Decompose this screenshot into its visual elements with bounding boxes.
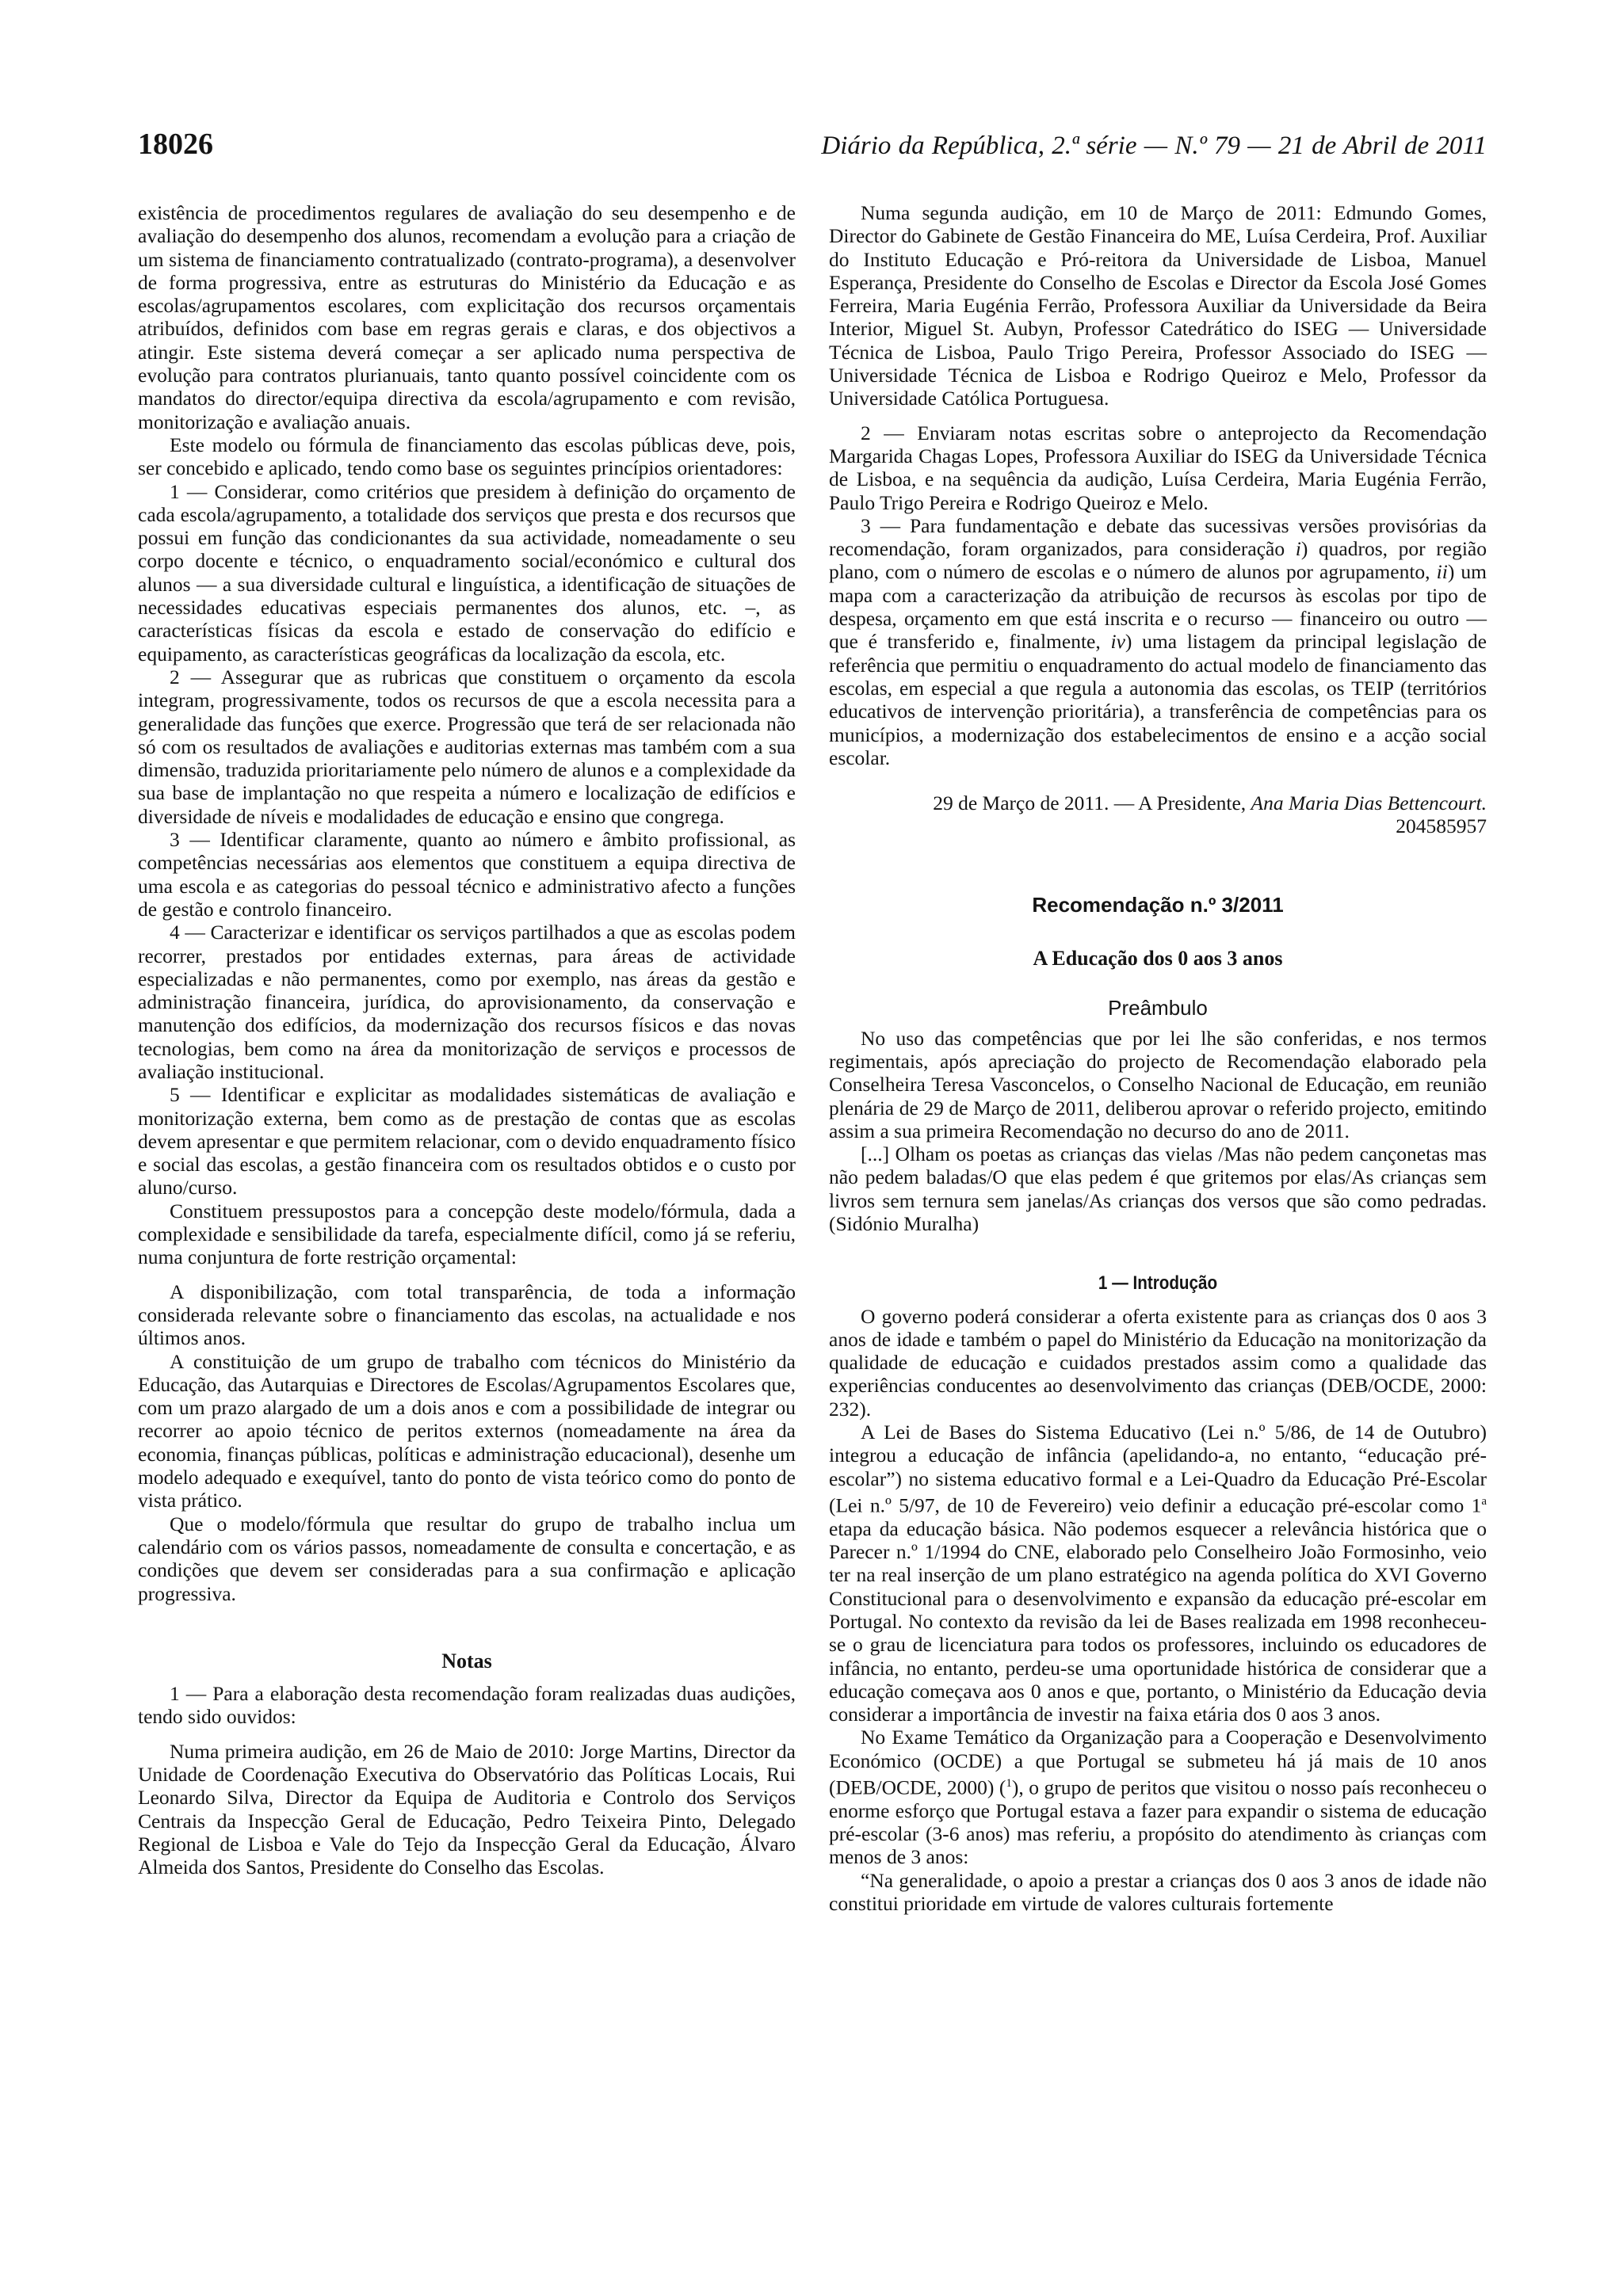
paragraph: “Na generalidade, o apoio a prestar a crianças dos 0 aos 3 anos de idade não constitui prioridade em virtude de valores culturais fortemente xyxy=(829,1868,1487,1915)
paragraph: A disponibilização, com total transparência, de toda a informação considerada relevante sobre o financiamento das escolas, na actualidade e nos últimos anos. xyxy=(138,1280,796,1350)
paragraph: 1 — Para a elaboração desta recomendação foram realizadas duas audições, tendo sido ouvidos: xyxy=(138,1682,796,1729)
paragraph: existência de procedimentos regulares de avaliação do seu desempenho e de avaliação do desempenho dos alunos, recomendam a evolução para a criação de um sistema de financiamento contratualizado (contrato-programa), a desenvolver de forma progressiva, entre as estruturas do Ministério da Educação e as escolas/agrupamentos escolares, com explicitação dos recursos orçamentais atribuídos, definidos com base em regras gerais e claras, e dos objectivos a atingir. Este sistema deverá começar a ser aplicado numa perspectiva de evolução para contratos plurianuais, tanto quanto possível coincidente com os mandatos do director/equipa directiva da escola/agrupamento e com revisão, monitorização e avaliação anuais. xyxy=(138,201,796,433)
preamble-heading: Preâmbulo xyxy=(1108,996,1208,1020)
paragraph: No uso das competências que por lei lhe são conferidas, e nos termos regimentais, após apreciação do projecto de Recomendação elaborado pela Conselheira Teresa Vasconcelos, o Conselho Nacional de Educação, em reunião plenária de 29 de Março de 2011, deliberou aprovar o referido projecto, emitindo assim a sua primeira Recomendação no decurso do ano de 2011. xyxy=(829,1026,1487,1142)
notas-heading: Notas xyxy=(441,1649,492,1672)
paragraph: A constituição de um grupo de trabalho com técnicos do Ministério da Educação, das Autarquias e Directores de Escolas/Agrupamentos Escolares que, com um prazo alargado de um a dois anos e com a possibilidade de integrar ou recorrer ao apoio técnico de peritos externos (nomeadamente na área da economia, finanças públicas, políticas e administração educacional), desenhe um modelo adequado e exequível, tanto do ponto de vista teórico como do ponto de vista prático. xyxy=(138,1349,796,1512)
paragraph: Constituem pressupostos para a concepção deste modelo/fórmula, dada a complexidade e sensibilidade da tarefa, especialmente difícil, como já se referiu, numa conjuntura de forte restrição orçamental: xyxy=(138,1199,796,1269)
paragraph: 4 — Caracterizar e identificar os serviços partilhados a que as escolas podem recorrer, prestados por entidades externas, para áreas de actividade especializadas e não permanentes, como por exemplo, nas áreas da gestão e administração financeira, jurídica, do aprovisionamento, da conservação e manutenção dos edifícios, da modernização dos recursos físicos e das novas tecnologias, bem como na área da monitorização de serviços e processos de avaliação institucional. xyxy=(138,921,796,1083)
paragraph: Numa segunda audição, em 10 de Março de 2011: Edmundo Gomes, Director do Gabinete de Gestão Financeira do ME, Luísa Cerdeira, Prof. Auxiliar do Instituto Educação e Pró-reitora da Universidade de Lisboa, Manuel Esperança, Presidente do Conselho de Escolas e Director da Escola José Gomes Ferreira, Maria Eugénia Ferrão, Professora Auxiliar da Universidade da Beira Interior, Miguel St. Aubyn, Professor Catedrático do ISEG — Universidade Técnica de Lisboa, Paulo Trigo Pereira, Professor Associado do ISEG — Universidade Técnica de Lisboa e Rodrigo Queiroz e Melo, Professor da Universidade Católica Portuguesa. xyxy=(829,201,1487,410)
right-column xyxy=(829,201,1487,1915)
journal-header: Diário da República, 2.ª série — N.º 79 — 21 de Abril de 2011 xyxy=(821,132,1487,160)
paragraph: O governo poderá considerar a oferta existente para as crianças dos 0 aos 3 anos de idade e também o papel do Ministério da Educação na monitorização da qualidade de educação e cuidados prestados assim como a qualidade das experiências conducentes ao desenvolvimento das crianças (DEB/OCDE, 2000: 232). xyxy=(829,1304,1487,1421)
paragraph: A Lei de Bases do Sistema Educativo (Lei n.º 5/86, de 14 de Outubro) integrou a educação de infância (apelidando-a, no entanto, “educação pré-escolar”) no sistema educativo formal e a Lei-Quadro da Educação Pré-Escolar (Lei n.º 5/97, de 10 de Fevereiro) veio definir a educação pré-escolar como 1$^a$ etapa da educação básica. Não podemos esquecer a relevância histórica que o Parecer n.º 1/1994 do CNE, elaborado pelo Conselheiro João Formosinho, veio ter na real inserção de um plano estratégico na agenda política do XVI Governo Constitucional para o desenvolvimento e expansão da educação pré-escolar em Portugal. No contexto da revisão da lei de Bases realizada em 1998 reconheceu-se o grau de licenciatura para todos os professores, incluindo os educadores de infância, no entanto, perdeu-se uma oportunidade histórica de considerar que a educação começava aos 0 anos e que, portanto, o Ministério da Educação devia considerar a importância de investir na faixa etária dos 0 aos 3 anos. xyxy=(829,1421,1487,1726)
recommendation-subtitle: A Educação dos 0 aos 3 anos xyxy=(1033,947,1283,971)
footnote-ref: 1 xyxy=(1006,1777,1012,1791)
recommendation-title: Recomendação n.º 3/2011 xyxy=(1032,892,1284,917)
page-number: 18026 xyxy=(138,128,213,161)
paragraph: 3 — Identificar claramente, quanto ao número e âmbito profissional, as competências necessárias aos elementos que constituem a equipa directiva de uma escola e as categorias do pessoal técnico e administrativo afecto a funções de gestão e controlo financeiro. xyxy=(138,828,796,921)
left-column xyxy=(138,201,796,1878)
paragraph: Que o modelo/fórmula que resultar do grupo de trabalho inclua um calendário com os vários passos, nomeadamente de consulta e concertação, e as condições que devem ser consideradas para a sua confirmação e aplicação progressiva. xyxy=(138,1512,796,1605)
paragraph: 2 — Enviaram notas escritas sobre o anteprojecto da Recomendação Margarida Chagas Lopes, Professora Auxiliar do ISEG da Universidade Técnica de Lisboa, e na sequência da audição, Luísa Cerdeira, Maria Eugénia Ferrão, Paulo Trigo Pereira e Rodrigo Queiroz e Melo. xyxy=(829,421,1487,514)
introduction-heading: 1 — Introdução xyxy=(1098,1272,1218,1295)
paragraph: [...] Olham os poetas as crianças das vielas /Mas não pedem cançonetas mas não pedem baladas/O que elas pedem é que gritemos por elas/As crianças sem livros sem ternura sem janelas/As crianças dos versos que são como pedradas. (Sidónio Muralha) xyxy=(829,1142,1487,1235)
paragraph: No Exame Temático da Organização para a Cooperação e Desenvolvimento Económico (OCDE) a que Portugal se submeteu há já mais de 10 anos (DEB/OCDE, 2000) ($^1$), o grupo de peritos que visitou o nosso país reconheceu o enorme esforço que Portugal estava a fazer para expandir o sistema de educação pré-escolar (3-6 anos) mas referiu, a propósito do atendimento às crianças com menos de 3 anos: xyxy=(829,1726,1487,1869)
paragraph: 1 — Considerar, como critérios que presidem à definição do orçamento de cada escola/agrupamento, a totalidade dos serviços que presta e dos recursos que possui em função das condicionantes da sua actividade, nomeadamente o seu corpo docente e técnico, o enquadramento social/económico e cultural dos alunos — a sua diversidade cultural e linguística, a identificação de situações de necessidades educativas especiais permanentes dos alunos, etc. –, as características físicas da escola e estado de conservação do edifício e equipamento, as características geográficas da localização da escola, etc. xyxy=(138,479,796,666)
paragraph: 5 — Identificar e explicitar as modalidades sistemáticas de avaliação e monitorização externa, bem como as de prestação de contas que as escolas devem apresentar e que permitem relacionar, com o devido enquadramento físico e social das escolas, a gestão financeira com os resultados obtidos e o custo por aluno/curso. xyxy=(138,1083,796,1199)
document-code: 204585957 xyxy=(1396,814,1487,838)
paragraph: Este modelo ou fórmula de financiamento das escolas públicas deve, pois, ser concebido e aplicado, tendo como base os seguintes princípios orientadores: xyxy=(138,433,796,480)
paragraph: Numa primeira audição, em 26 de Maio de 2010: Jorge Martins, Director da Unidade de Coordenação Executiva do Observatório das Políticas Locais, Rui Leonardo Silva, Director da Equipa de Auditoria e Controlo dos Serviços Centrais da Inspecção Geral de Educação, Pedro Teixeira Pinto, Delegado Regional de Lisboa e Vale do Tejo da Inspecção Geral da Educação, Álvaro Almeida dos Santos, Presidente do Conselho das Escolas. xyxy=(138,1739,796,1879)
paragraph: 3 — Para fundamentação e debate das sucessivas versões provisórias da recomendação, foram organizados, para consideração i) quadros, por região plano, com o número de escolas e o número de alunos por agrupamento, ii) um mapa com a caracterização da atribuição de recursos às escolas por tipo de despesa, orçamento em que está inscrita e o recurso — financeiro ou outro — que é transferido e, finalmente, iv) uma listagem da principal legislação de referência que permitiu o enquadramento do actual modelo de financiamento das escolas, em especial a que regula a autonomia das escolas, os TEIP (territórios educativos de intervenção prioritária), a transferência de competências para os municípios, a modernização dos estabelecimentos de ensino e a acção social escolar. xyxy=(829,513,1487,769)
signatory-name: Ana Maria Dias Bettencourt. xyxy=(1251,791,1487,815)
signature-block: 29 de Março de 2011. — A Presidente, Ana Maria Dias Bettencourt. 204585957 xyxy=(829,791,1487,838)
paragraph: 2 — Assegurar que as rubricas que constituem o orçamento da escola integram, progressivamente, todos os recursos de que a escola necessita para a generalidade das funções que exerce. Progressão que terá de ser relacionada não só com os resultados de avaliações e auditorias externas mas também com a sua dimensão, traduzida prioritariamente pelo número de alunos e a complexidade da sua base de implantação no que respeita a número e localização de edifícios e diversidade de níveis e modalidades de educação e ensino que congrega. xyxy=(138,665,796,828)
